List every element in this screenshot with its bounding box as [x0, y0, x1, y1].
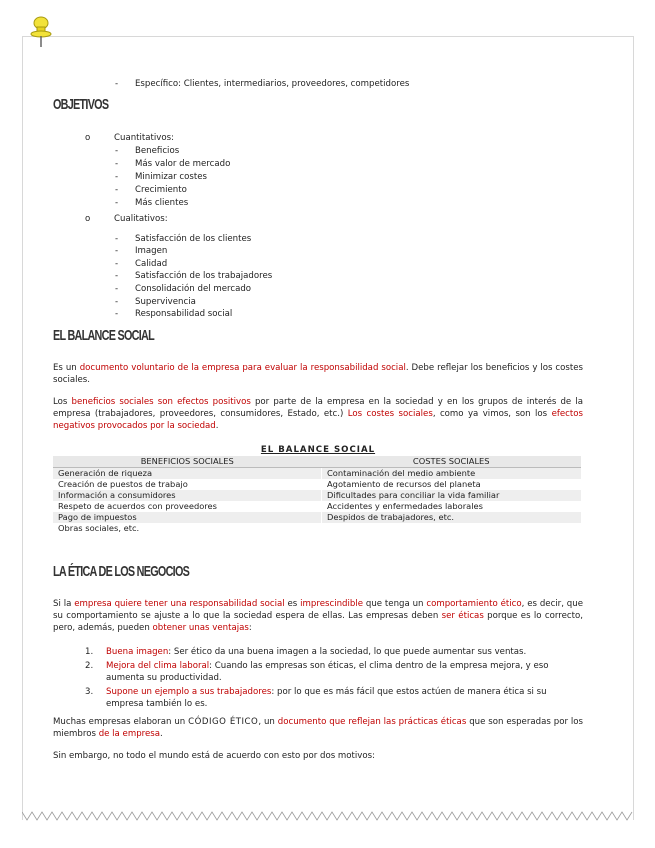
- list-item: Supervivencia: [135, 297, 196, 307]
- column-header-beneficios: BENEFICIOS SOCIALES: [53, 456, 322, 468]
- table-cell: Pago de impuestos: [53, 512, 322, 523]
- list-item: Más clientes: [135, 198, 189, 208]
- list-item: Responsabilidad social: [135, 309, 233, 319]
- list-item: Beneficios: [135, 146, 180, 156]
- table-cell: Contaminación del medio ambiente: [322, 468, 582, 480]
- table-cell: Generación de riqueza: [53, 468, 322, 480]
- column-header-costes: COSTES SOCIALES: [322, 456, 582, 468]
- cualitativos-label: Cualitativos:: [114, 214, 168, 224]
- list-item: Satisfacción de los clientes: [135, 234, 252, 244]
- etica-paragraph-2: Muchas empresas elaboran un CÓDIGO ÉTICO, un documento que reflejan las prácticas éticas que son esperadas por los miembros de la empresa.: [53, 717, 583, 739]
- balance-paragraph-1: Es un documento voluntario de la empresa para evaluar la responsabilidad social. Debe reflejar los beneficios y los costes sociales.: [53, 363, 584, 385]
- torn-page-edge: [22, 810, 634, 826]
- intro-list-item: Específico: Clientes, intermediarios, proveedores, competidores: [135, 79, 410, 89]
- balance-paragraph-2: Los beneficios sociales son efectos positivos por parte de la empresa en la sociedad y en los grupos de interés de la empresa (trabajadores, proveedores, consumidores, Estado, etc.) Los costes sociales, como ya vimos, son los efectos negativos provocados por la sociedad.: [53, 397, 583, 431]
- list-item: Más valor de mercado: [135, 159, 231, 169]
- ventajas-list: [53, 646, 583, 712]
- table-cell: Obras sociales, etc.: [53, 523, 322, 534]
- list-item: Satisfacción de los trabajadores: [135, 271, 273, 281]
- table-cell: Información a consumidores: [53, 490, 322, 501]
- list-item: Crecimiento: [135, 185, 187, 195]
- list-item: 3. Supone un ejemplo a sus trabajadores: por lo que es más fácil que estos actúen de manera ética si su empresa también lo es.: [85, 687, 547, 709]
- list-item: 1. Buena imagen: Ser ético da una buena imagen a la sociedad, lo que puede aumentar sus ventas.: [85, 647, 527, 657]
- table-row: [53, 512, 581, 523]
- table-row: [53, 490, 581, 501]
- list-item: Imagen: [135, 246, 168, 256]
- table-row: [53, 479, 581, 490]
- heading-objetivos: OBJETIVOS: [53, 96, 109, 113]
- table-row: [53, 501, 581, 512]
- cuantitativos-label: Cuantitativos:: [114, 133, 175, 143]
- table-cell: Despidos de trabajadores, etc.: [322, 512, 582, 523]
- table-cell: Creación de puestos de trabajo: [53, 479, 322, 490]
- table-cell: [322, 523, 582, 534]
- heading-etica-negocios: LA ÉTICA DE LOS NEGOCIOS: [53, 563, 190, 580]
- list-item: Minimizar costes: [135, 172, 208, 182]
- etica-paragraph-3: Sin embargo, no todo el mundo está de acuerdo con esto por dos motivos:: [53, 751, 376, 761]
- balance-table-wrap: [53, 456, 581, 534]
- table-cell: Agotamiento de recursos del planeta: [327, 479, 481, 489]
- table-cell: Accidentes y enfermedades laborales: [327, 501, 483, 511]
- pushpin-icon: [30, 16, 52, 48]
- etica-paragraph-1: Si la empresa quiere tener una responsabilidad social es imprescindible que tenga un comportamiento ético, es decir, que su comportamiento se ajuste a lo que la sociedad espera de ellas. Las empresas deben ser éticas porque es lo correcto, pero, además, pueden obtener unas ventajas:: [53, 599, 584, 633]
- table-row: [53, 468, 581, 480]
- heading-balance-social: EL BALANCE SOCIAL: [53, 327, 154, 344]
- table-cell: Respeto de acuerdos con proveedores: [53, 501, 322, 512]
- balance-social-table: [53, 456, 581, 534]
- list-item: 2. Mejora del clima laboral: Cuando las empresas son éticas, el clima dentro de la empresa mejora, y eso aumenta su productividad.: [85, 661, 549, 683]
- table-caption: EL BALANCE SOCIAL: [260, 445, 376, 455]
- list-item: Consolidación del mercado: [135, 284, 252, 294]
- table-row: [53, 523, 581, 534]
- table-cell: Dificultades para conciliar la vida familiar: [322, 490, 582, 501]
- list-item: Calidad: [135, 259, 168, 269]
